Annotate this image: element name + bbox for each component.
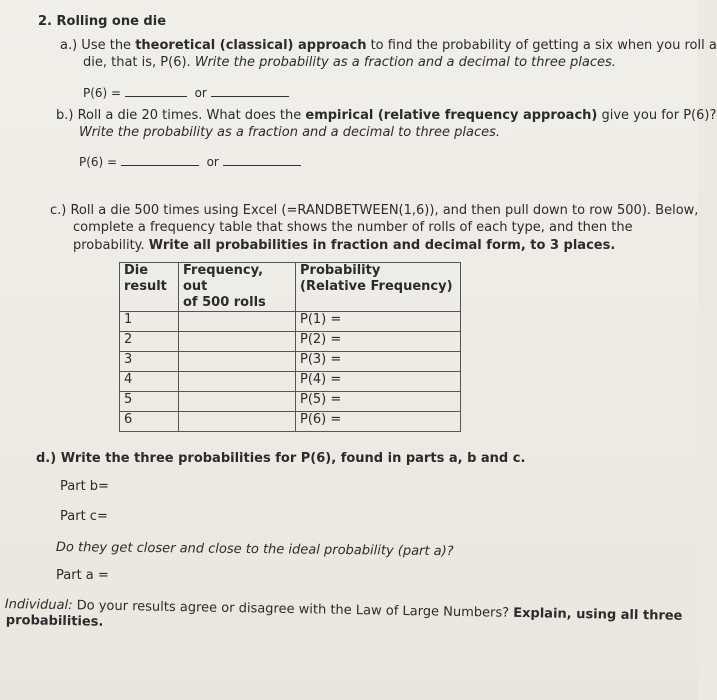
table-row [120, 332, 461, 352]
probability-cell[interactable]: P(6) = [296, 412, 461, 432]
header-probability-line2: (Relative Frequency) [300, 279, 453, 294]
part-b-line1 [56, 108, 716, 124]
part-a-instruction: Write the probability as a fraction and a decimal to three places. [194, 55, 616, 70]
die-result-cell: 3 [120, 352, 179, 372]
frequency-cell[interactable] [179, 412, 296, 432]
part-b-fraction-blank[interactable] [121, 153, 199, 166]
probability-cell[interactable]: P(1) = [296, 312, 461, 332]
part-b-decimal-blank[interactable] [223, 153, 301, 166]
part-b-answer-label: P(6) = [79, 155, 121, 169]
part-b-text: b.) Roll a die 20 times. What does the [56, 108, 306, 123]
table-row [120, 412, 461, 432]
table-header-row [120, 263, 461, 312]
part-a-text: a.) Use the [60, 38, 136, 53]
header-frequency-line1: Frequency, out [183, 263, 264, 294]
part-b-result-label: Part b= [60, 479, 109, 494]
part-a-line2 [83, 55, 616, 71]
part-a-line1 [60, 38, 717, 54]
probability-cell[interactable]: P(4) = [296, 372, 461, 392]
question-heading: 2. Rolling one die [38, 14, 167, 29]
probability-cell[interactable]: P(5) = [296, 392, 461, 412]
probability-cell[interactable]: P(3) = [296, 352, 461, 372]
frequency-cell[interactable] [179, 352, 296, 372]
header-frequency-line2: of 500 rolls [183, 295, 266, 310]
individual-line2: probabilities. [5, 613, 104, 630]
individual-line1 [5, 597, 683, 625]
die-result-cell: 6 [120, 412, 179, 432]
part-b-text-end: give you for P(6)? [597, 108, 717, 123]
part-a-bold: theoretical (classical) approach [135, 38, 367, 53]
frequency-cell[interactable] [179, 312, 296, 332]
die-result-cell: 2 [120, 332, 179, 352]
part-c-result-label: Part c= [60, 509, 108, 524]
header-result: result [124, 279, 167, 294]
part-c-text: probability. [73, 238, 149, 253]
part-a-decimal-blank[interactable] [211, 84, 289, 97]
part-a-answer-label: P(6) = [83, 86, 125, 100]
part-a-answer-line [83, 84, 289, 101]
part-c-line1: c.) Roll a die 500 times using Excel (=RANDBETWEEN(1,6)), and then pull down to row 500). Below, [50, 203, 699, 218]
header-die: Die [124, 263, 149, 278]
part-b-or: or [206, 155, 219, 169]
part-a-text2: die, that is, P(6). [83, 55, 195, 70]
part-b-bold: empirical (relative frequency approach) [305, 108, 598, 123]
table-row [120, 352, 461, 372]
table-row [120, 312, 461, 332]
closer-question: Do they get closer and close to the ideal probability (part a)? [55, 540, 454, 560]
header-probability-line1: Probability [300, 263, 381, 278]
individual-label: Individual: [4, 597, 73, 614]
header-frequency [179, 263, 296, 312]
probability-cell[interactable]: P(2) = [296, 332, 461, 352]
part-b-instruction: Write the probability as a fraction and a decimal to three places. [79, 125, 501, 140]
die-result-cell: 4 [120, 372, 179, 392]
die-result-cell: 5 [120, 392, 179, 412]
table-row [120, 372, 461, 392]
frequency-cell[interactable] [179, 372, 296, 392]
part-b-answer-line [79, 153, 301, 170]
part-c-line2: complete a frequency table that shows the number of rolls of each type, and then the [73, 220, 633, 235]
part-d-line1: d.) Write the three probabilities for P(6), found in parts a, b and c. [36, 451, 526, 466]
part-a-result-label: Part a = [56, 568, 109, 583]
part-a-text-end: to find the probability of getting a six when you roll a [366, 38, 717, 53]
individual-question: Do your results agree or disagree with the Law of Large Numbers? [72, 598, 514, 621]
part-a-or: or [194, 86, 207, 100]
individual-explain: Explain, using all three [513, 605, 683, 624]
frequency-table [119, 262, 461, 432]
die-result-cell: 1 [120, 312, 179, 332]
table-row [120, 392, 461, 412]
frequency-cell[interactable] [179, 392, 296, 412]
part-c-line3 [73, 238, 615, 254]
header-probability [296, 263, 461, 312]
part-a-fraction-blank[interactable] [125, 84, 187, 97]
header-die-result [120, 263, 179, 312]
frequency-cell[interactable] [179, 332, 296, 352]
part-c-bold: Write all probabilities in fraction and decimal form, to 3 places. [148, 238, 616, 253]
